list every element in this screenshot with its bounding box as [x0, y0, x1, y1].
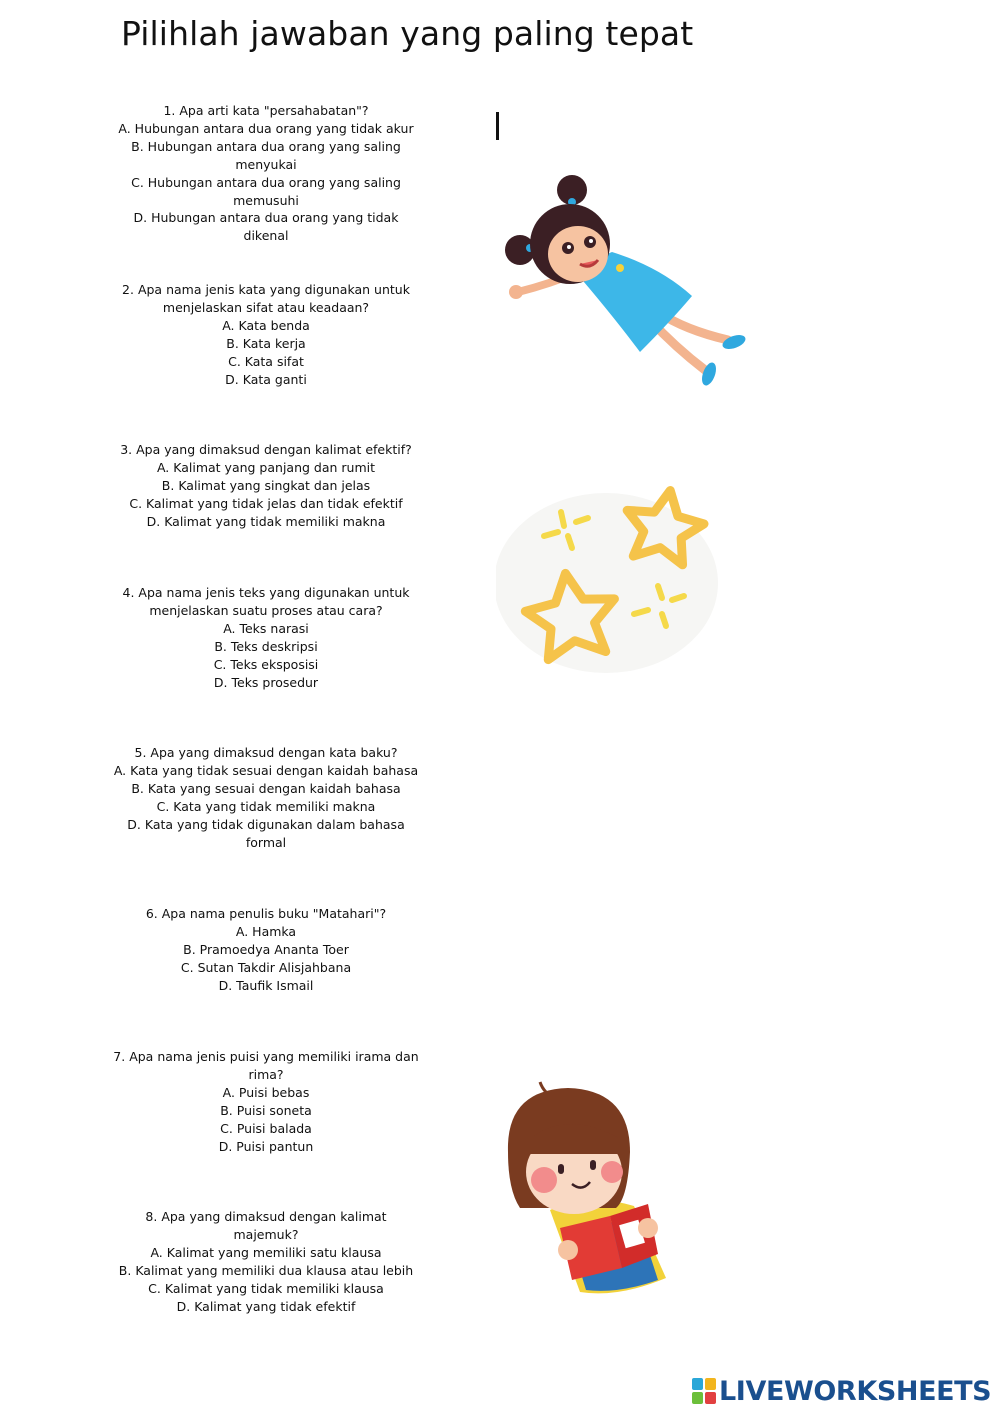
- answer-option[interactable]: D. Kata yang tidak digunakan dalam bahasa: [127, 816, 405, 832]
- question-6: [113, 905, 419, 995]
- answer-option[interactable]: C. Teks eksposisi: [213, 656, 319, 672]
- question-line: rima?: [248, 1066, 284, 1082]
- question-5: [113, 744, 419, 851]
- question-line: 4. Apa nama jenis teks yang digunakan untuk: [122, 585, 410, 600]
- answer-option[interactable]: A. Hamka: [235, 923, 297, 939]
- answer-option[interactable]: D. Kata ganti: [225, 371, 307, 387]
- girl-reading-illustration: [498, 1080, 676, 1298]
- answer-option[interactable]: B. Kalimat yang singkat dan jelas: [161, 477, 371, 493]
- worksheet-title: Pilihlah jawaban yang paling tepat: [121, 14, 694, 53]
- answer-option-continued[interactable]: formal: [245, 834, 287, 850]
- answer-option[interactable]: A. Teks narasi: [223, 620, 309, 636]
- answer-option[interactable]: D. Teks prosedur: [213, 674, 319, 690]
- question-2: [113, 281, 419, 388]
- answer-option[interactable]: C. Puisi balada: [220, 1120, 312, 1136]
- question-1: [113, 102, 419, 245]
- question-7: [113, 1048, 419, 1155]
- question-line: 2. Apa nama jenis kata yang digunakan untuk: [122, 282, 410, 297]
- answer-option[interactable]: A. Kalimat yang panjang dan rumit: [156, 459, 376, 475]
- text-cursor: [496, 112, 499, 140]
- answer-option[interactable]: D. Kalimat yang tidak memiliki makna: [146, 513, 386, 529]
- answer-option[interactable]: C. Hubungan antara dua orang yang saling: [131, 174, 401, 190]
- answer-option[interactable]: B. Puisi soneta: [220, 1102, 312, 1118]
- answer-option[interactable]: A. Puisi bebas: [222, 1084, 310, 1100]
- question-line: 3. Apa yang dimaksud dengan kalimat efektif?: [120, 442, 412, 457]
- answer-option[interactable]: B. Kata kerja: [226, 335, 306, 351]
- stars-illustration: [496, 478, 730, 678]
- answer-option[interactable]: B. Kalimat yang memiliki dua klausa atau lebih: [118, 1262, 414, 1278]
- question-line: menjelaskan sifat atau keadaan?: [162, 299, 370, 315]
- answer-option[interactable]: B. Kata yang sesuai dengan kaidah bahasa: [131, 780, 401, 796]
- answer-option[interactable]: A. Hubungan antara dua orang yang tidak akur: [118, 120, 414, 136]
- question-line: 7. Apa nama jenis puisi yang memiliki irama dan: [113, 1049, 419, 1064]
- question-4: [113, 584, 419, 691]
- answer-option[interactable]: C. Kata sifat: [228, 353, 304, 369]
- liveworksheets-logo: [692, 1376, 991, 1406]
- answer-option[interactable]: B. Hubungan antara dua orang yang saling: [131, 138, 401, 154]
- answer-option[interactable]: B. Teks deskripsi: [214, 638, 318, 654]
- answer-option[interactable]: C. Kalimat yang tidak jelas dan tidak efektif: [129, 495, 403, 511]
- answer-option[interactable]: D. Kalimat yang tidak efektif: [176, 1298, 356, 1314]
- answer-option-continued[interactable]: menyukai: [235, 156, 297, 172]
- answer-option[interactable]: C. Kata yang tidak memiliki makna: [156, 798, 376, 814]
- question-line: 5. Apa yang dimaksud dengan kata baku?: [134, 745, 398, 760]
- answer-option[interactable]: A. Kata benda: [222, 317, 310, 333]
- answer-option[interactable]: B. Pramoedya Ananta Toer: [183, 941, 349, 957]
- liveworksheets-logo-icon: [692, 1378, 716, 1404]
- answer-option[interactable]: A. Kata yang tidak sesuai dengan kaidah bahasa: [113, 762, 419, 778]
- question-3: [113, 441, 419, 531]
- answer-option[interactable]: C. Kalimat yang tidak memiliki klausa: [148, 1280, 384, 1296]
- answer-option[interactable]: A. Kalimat yang memiliki satu klausa: [150, 1244, 382, 1260]
- question-line: menjelaskan suatu proses atau cara?: [149, 602, 383, 618]
- question-8: [113, 1208, 419, 1315]
- answer-option[interactable]: D. Hubungan antara dua orang yang tidak dikenal: [133, 210, 399, 244]
- question-line: 1. Apa arti kata "persahabatan"?: [163, 103, 369, 118]
- answer-option-continued[interactable]: memusuhi: [233, 192, 299, 208]
- liveworksheets-logo-text: LIVEWORKSHEETS: [719, 1375, 992, 1407]
- question-line: 6. Apa nama penulis buku "Matahari"?: [145, 906, 387, 921]
- girl-flying-illustration: [500, 172, 750, 394]
- answer-option[interactable]: C. Sutan Takdir Alisjahbana: [180, 959, 352, 975]
- answer-option[interactable]: D. Taufik Ismail: [218, 977, 314, 993]
- answer-option[interactable]: D. Puisi pantun: [218, 1138, 314, 1154]
- question-line: 8. Apa yang dimaksud dengan kalimat majemuk?: [145, 1209, 387, 1242]
